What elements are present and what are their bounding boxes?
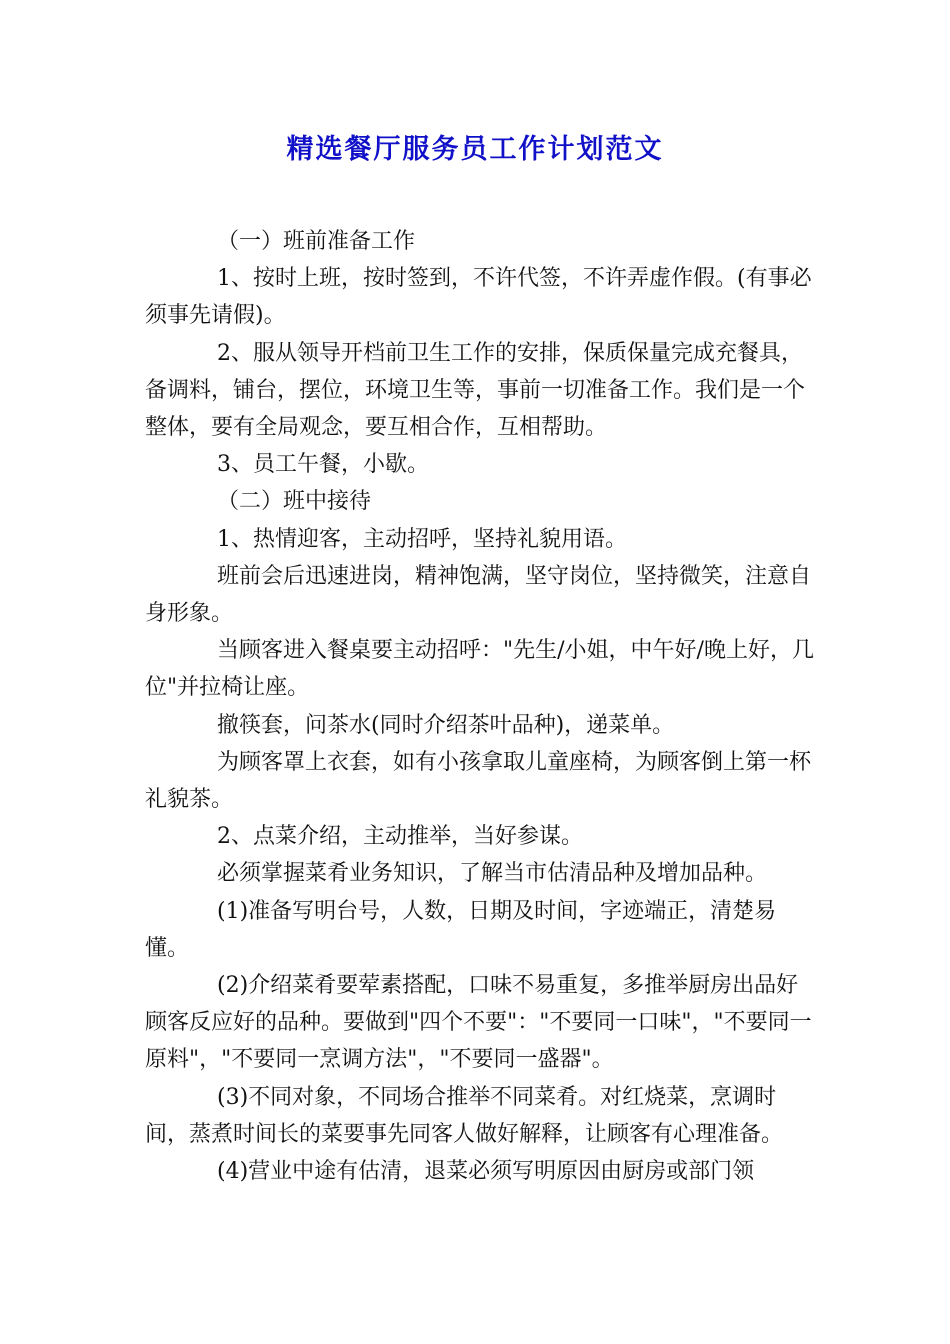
paragraph-post-meeting: 班前会后迅速进岗，精神饱满，坚守岗位，坚持微笑，注意自身形象。 <box>145 563 812 627</box>
paragraph-preparation: 2、服从领导开档前卫生工作的安排，保质保量完成充餐具，备调料，铺台，摆位，环境卫生等，事前一切准备工作。我们是一个整体，要有全局观念，要互相合作，互相帮助。 <box>145 340 806 441</box>
paragraph-menu-knowledge: 必须掌握菜肴业务知识，了解当市估清品种及增加品种。 <box>217 861 768 887</box>
document-title: 精选餐厅服务员工作计划范文 <box>286 134 664 165</box>
paragraph-coat-cover: 为顾客罩上衣套，如有小孩拿取儿童座椅，为顾客倒上第一杯礼貌茶。 <box>145 749 812 813</box>
document-body <box>145 223 820 1190</box>
paragraph-seat-guests: 当顾客进入餐桌要主动招呼："先生/小姐，中午好/晚上好，几位"并拉椅让座。 <box>145 638 814 701</box>
paragraph-order-writing: (1)准备写明台号，人数，日期及时间，字迹端正，清楚易懂。 <box>145 898 777 961</box>
paragraph-greeting: 1、热情迎客，主动招呼，坚持礼貌用语。 <box>217 526 627 552</box>
heading-pre-shift: （一）班前准备工作 <box>217 229 416 254</box>
heading-in-shift: （二）班中接待 <box>217 489 372 515</box>
paragraph-sold-out: (4)营业中途有估清，退菜必须写明原因由厨房或部门领 <box>217 1159 755 1185</box>
paragraph-ordering: 2、点菜介绍，主动推举，当好参谋。 <box>217 824 583 850</box>
paragraph-tea-menu: 撤筷套，问茶水(同时介绍茶叶品种)，递菜单。 <box>217 712 675 738</box>
paragraph-recommendation: (3)不同对象，不同场合推举不同菜肴。对红烧菜，烹调时间，蒸煮时间长的菜要事先同客人做好解释，让顾客有心理准备。 <box>145 1084 784 1147</box>
paragraph-staff-lunch: 3、员工午餐，小歇。 <box>217 452 429 478</box>
paragraph-dish-pairing: (2)介绍菜肴要荤素搭配，口味不易重复，多推举厨房出品好顾客反应好的品种。要做到"四个不要"："不要同一口味"，"不要同一原料"，"不要同一烹调方法"，"不要同一盛器"。 <box>145 973 812 1073</box>
paragraph-punctuality: 1、按时上班，按时签到，不许代签，不许弄虚作假。(有事必须事先请假)。 <box>145 266 812 329</box>
